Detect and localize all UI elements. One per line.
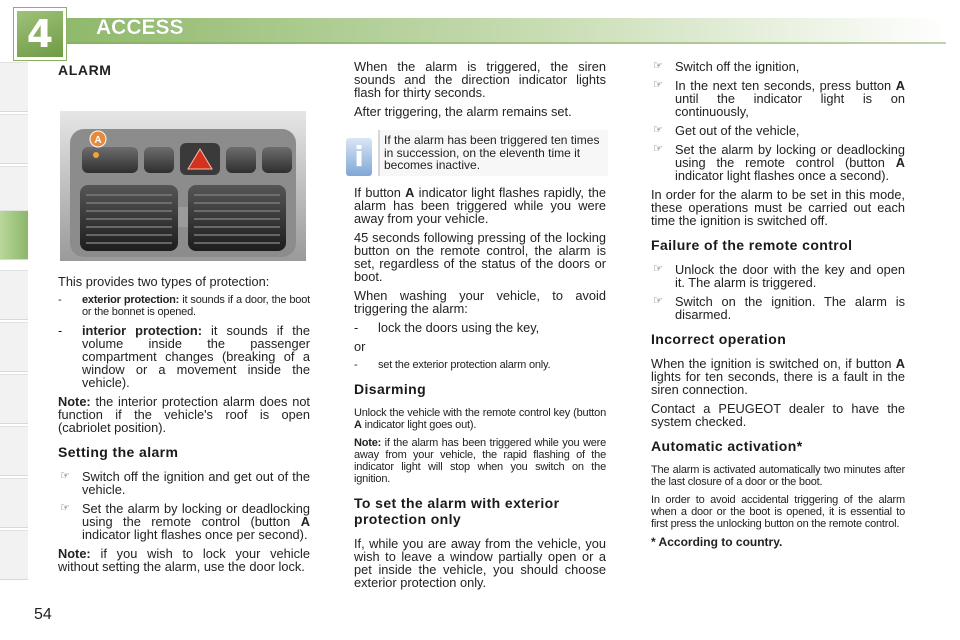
heading-disarming: Disarming [354, 381, 427, 397]
exterior-protection-item: - exterior protection: it sounds if a door, the boot or the bonnet is opened. [58, 294, 310, 318]
chapter-tab-9[interactable] [0, 478, 28, 528]
heading-failure-remote: Failure of the remote control [651, 237, 853, 253]
hand-pointer-icon: ☞ [653, 79, 663, 91]
or-text: or [354, 339, 366, 354]
chapter-tab-5[interactable] [0, 270, 28, 320]
hand-pointer-icon: ☞ [60, 470, 70, 482]
exterior-only-text: If, while you are away from the vehicle, you wish to leave a window partially open or a pet inside the vehicle, you should choose exterior protection only. [354, 536, 606, 590]
failure-step-2: ☞ Switch on the ignition. The alarm is disarmed. [653, 294, 905, 322]
hand-pointer-icon: ☞ [653, 124, 663, 136]
chapter-tab-8[interactable] [0, 426, 28, 476]
svg-text:A: A [94, 135, 102, 146]
chapter-number: 4 [26, 12, 54, 56]
interior-protection-item: - interior protection: it sounds if the volume inside the passenger compartment changes (breaking of a window or a movement inside the vehicle). [58, 323, 310, 390]
info-box [354, 128, 608, 178]
section-heading-alarm: ALARM [58, 62, 112, 78]
setting-step-1: ☞ Switch off the ignition and get out of the vehicle. [60, 469, 310, 497]
header-band [0, 0, 960, 56]
rapid-flash-text: If button A indicator light flashes rapidly, the alarm has been triggered while you were away from your vehicle. [354, 185, 606, 226]
chapter-tab-10[interactable] [0, 530, 28, 580]
column-1 [58, 60, 310, 579]
forty-five-seconds-text: 45 seconds following pressing of the locking button on the remote control, the alarm is set, regardless of the status of the doors or boot. [354, 230, 606, 284]
hand-pointer-icon: ☞ [653, 60, 663, 72]
washing-option-2: - set the exterior protection alarm only. [354, 359, 551, 371]
chapter-tab-3[interactable] [0, 166, 28, 216]
chapter-tab-6[interactable] [0, 322, 28, 372]
dashboard-photo [60, 111, 306, 261]
ext-step-2: ☞ In the next ten seconds, press button A until the indicator light is on continuously, [653, 78, 905, 119]
triggered-text: When the alarm is triggered, the siren sounds and the direction indicator lights flash for thirty seconds. [354, 59, 606, 100]
failure-step-1: ☞ Unlock the door with the key and open it. The alarm is triggered. [653, 262, 905, 290]
info-icon: i [346, 138, 372, 176]
chapter-tab-7[interactable] [0, 374, 28, 424]
disarming-note: Note: if the alarm has been triggered while you were away from your vehicle, the rapid flashing of the indicator light will stop when you switch on the ignition. [354, 437, 606, 485]
chapter-tab-2[interactable] [0, 114, 28, 164]
hand-pointer-icon: ☞ [653, 295, 663, 307]
incorrect-operation-text: When the ignition is switched on, if button A lights for ten seconds, there is a fault in the siren connection. [651, 356, 905, 397]
info-text: If the alarm has been triggered ten times in succession, on the eleventh time it becomes inactive. [378, 130, 608, 176]
chapter-tabs [0, 62, 32, 582]
footnote: * According to country. [651, 535, 783, 549]
column-3 [651, 60, 905, 549]
hand-pointer-icon: ☞ [653, 263, 663, 275]
ext-step-3: ☞ Get out of the vehicle, [653, 123, 800, 138]
title-bar [66, 12, 946, 44]
hand-pointer-icon: ☞ [60, 502, 70, 514]
heading-incorrect-operation: Incorrect operation [651, 331, 787, 347]
chapter-number-badge [14, 8, 66, 60]
page-number: 54 [34, 606, 52, 623]
note-door-lock: Note: if you wish to lock your vehicle without setting the alarm, use the door lock. [58, 546, 310, 574]
intro-text: This provides two types of protection: [58, 274, 270, 289]
washing-text: When washing your vehicle, to avoid triggering the alarm: [354, 288, 606, 316]
washing-option-1: - lock the doors using the key, [354, 320, 540, 335]
chapter-tab-1[interactable] [0, 62, 28, 112]
page-title: ACCESS [96, 16, 184, 39]
mode-note-text: In order for the alarm to be set in this mode, these operations must be carried out each time the ignition is switched off. [651, 187, 905, 228]
heading-setting-the-alarm: Setting the alarm [58, 444, 179, 460]
heading-automatic-activation: Automatic activation* [651, 438, 803, 454]
remains-set-text: After triggering, the alarm remains set. [354, 104, 572, 119]
auto-activation-text-1: The alarm is activated automatically two minutes after the last closure of a door or the boot. [651, 464, 905, 488]
chapter-tab-4-active[interactable] [0, 210, 28, 260]
heading-exterior-only: To set the alarm with exterior protection only [354, 495, 560, 527]
ext-step-1: ☞ Switch off the ignition, [653, 59, 800, 74]
ext-step-4: ☞ Set the alarm by locking or deadlocking using the remote control (button A indicator light flashes once a second). [653, 142, 905, 183]
auto-activation-text-2: In order to avoid accidental triggering of the alarm when a door or the boot is opened, it is essential to first press the unlocking button on the remote control. [651, 494, 905, 530]
disarming-text: Unlock the vehicle with the remote control key (button A indicator light goes out). [354, 407, 606, 431]
hand-pointer-icon: ☞ [653, 143, 663, 155]
setting-step-2: ☞ Set the alarm by locking or deadlocking using the remote control (button A indicator light flashes once per second). [60, 501, 310, 542]
note-cabriolet: Note: the interior protection alarm does not function if the vehicle's roof is open (cabriolet position). [58, 394, 310, 435]
contact-dealer-text: Contact a PEUGEOT dealer to have the system checked. [651, 401, 905, 429]
column-2 [354, 60, 606, 595]
